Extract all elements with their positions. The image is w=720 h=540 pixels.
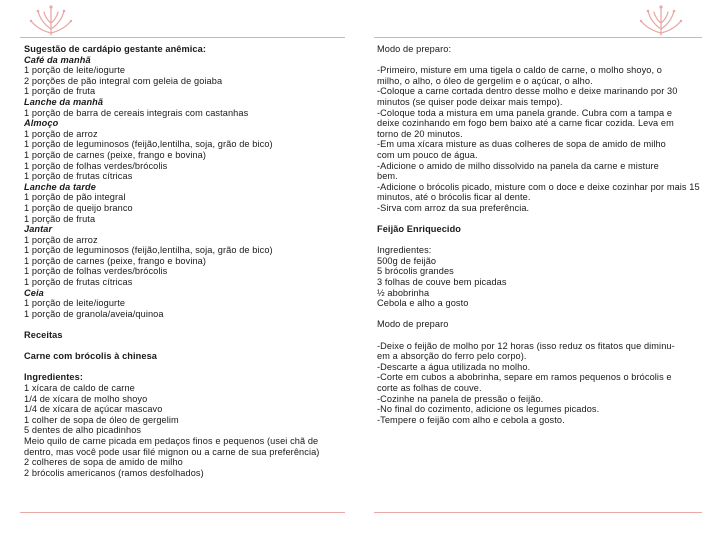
list-item: 1 porção de frutas cítricas (24, 277, 133, 288)
ingredient-item: 1/4 de xícara de açúcar mascavo (24, 404, 163, 415)
ingredient-item: 2 colheres de sopa de amido de milho (24, 457, 183, 468)
prep-step: milho, o alho, o óleo de gergelim e o açúcar, o alho. (377, 75, 593, 86)
prep-step: -Adicione o brócolis picado, misture com o doce e deixe cozinhar por mais 15 (377, 181, 700, 192)
menu-column (24, 44, 354, 478)
prep-step: -Coloque toda a mistura em uma panela grande. Cubra com a tampa e (377, 107, 673, 118)
prep-step: -Primeiro, misture em uma tigela o caldo de carne, o molho shoyo, o (377, 65, 663, 76)
meal-heading: Café da manhã (24, 54, 91, 65)
prep-step: -Coloque a carne cortada dentro desse molho e deixe marinando por 30 (377, 86, 678, 97)
top-divider (374, 37, 702, 38)
list-item: 1 porção de fruta (24, 86, 96, 97)
prep-step: -Descarte a água utilizada no molho. (377, 361, 531, 372)
prep-heading: Modo de preparo: (377, 44, 452, 54)
recipe-title: Feijão Enriquecido (377, 224, 461, 235)
prep-step: corte as folhas de couve. (377, 383, 482, 393)
recipe-title: Carne com brócolis à chinesa (24, 351, 158, 362)
list-item: 1 porção de leite/iogurte (24, 65, 126, 76)
bottom-divider (374, 512, 702, 513)
meal-heading: Almoço (24, 118, 59, 129)
ingredient-item: Meio quilo de carne picada em pedaços finos e pequenos (usei chã de (24, 435, 319, 446)
list-item: 1 porção de arroz (24, 234, 98, 245)
ingredient-item: 1/4 de xícara de molho shoyo (24, 393, 148, 404)
ingredient-item: 2 brócolis americanos (ramos desfolhados) (24, 467, 204, 478)
prep-step: -Adicione o amido de milho dissolvido na panela da carne e misture (377, 160, 659, 171)
prep-step: bem. (377, 171, 398, 182)
ingredient-item: 3 folhas de couve bem picadas (377, 277, 507, 288)
prep-heading: Modo de preparo (377, 319, 449, 330)
list-item: 1 porção de fruta (24, 213, 96, 224)
meal-heading: Ceia (24, 287, 44, 298)
list-item: 1 porção de folhas verdes/brócolis (24, 266, 168, 277)
ingredient-item: ½ abobrinha (377, 287, 430, 298)
list-item: 2 porções de pão integral com geleia de goiaba (24, 75, 223, 86)
prep-step: torno de 20 minutos. (377, 128, 463, 139)
list-item: 1 porção de barra de cereais integrais com castanhas (24, 107, 249, 118)
list-item: 1 porção de arroz (24, 128, 98, 139)
ingredient-item: 5 dentes de alho picadinhos (24, 425, 142, 436)
prep-step: com um pouco de água. (377, 149, 478, 160)
floral-ornament-icon (28, 3, 74, 37)
prep-step: -Cozinhe na panela de pressão o feijão. (377, 393, 544, 404)
list-item: 1 porção de carnes (peixe, frango e bovina) (24, 255, 207, 266)
menu-title: Sugestão de cardápio gestante anêmica: (24, 44, 206, 54)
prep-step: -Em uma xícara misture as duas colheres de sopa de amido de milho (377, 139, 666, 150)
ingredient-item: 5 brócolis grandes (377, 266, 454, 277)
prep-step: minutos (se quiser pode deixar mais tempo). (377, 96, 563, 107)
list-item: 1 porção de leguminosos (feijão,lentilha, soja, grão de bico) (24, 139, 273, 150)
list-item: 1 porção de leguminosos (feijão,lentilha, soja, grão de bico) (24, 245, 273, 256)
prep-step: minutos, até o brócolis ficar al dente. (377, 192, 531, 203)
ingredient-item: 1 colher de sopa de óleo de gergelim (24, 414, 179, 425)
list-item: 1 porção de frutas cítricas (24, 171, 133, 182)
prep-step: deixe cozinhando em fogo bem baixo até a carne ficar cozida. Leva em (377, 118, 674, 129)
ingredients-heading: Ingredientes: (377, 245, 432, 256)
prep-step: -Tempere o feijão com alho e cebola a gosto. (377, 414, 565, 425)
recipes-heading: Receitas (24, 330, 63, 341)
list-item: 1 porção de folhas verdes/brócolis (24, 160, 168, 171)
prep-step: -Deixe o feijão de molho por 12 horas (isso reduz os fitatos que diminu- (377, 340, 675, 351)
recipe-column (377, 44, 703, 425)
ingredients-heading: Ingredientes: (24, 372, 83, 383)
floral-ornament-icon (638, 3, 684, 37)
prep-step: em a absorção do ferro pelo corpo). (377, 351, 527, 362)
ingredient-item: Cebola e alho a gosto (377, 298, 469, 309)
meal-heading: Lanche da manhã (24, 96, 104, 107)
ingredient-item: dentro, mas você pode usar filé mignon ou a carne de sua preferência) (24, 446, 320, 457)
top-divider (20, 37, 345, 38)
meal-heading: Jantar (24, 224, 53, 235)
list-item: 1 porção de queijo branco (24, 202, 133, 213)
meal-heading: Lanche da tarde (24, 181, 96, 192)
prep-step: -No final do cozimento, adicione os legumes picados. (377, 404, 600, 415)
list-item: 1 porção de pão integral (24, 192, 126, 203)
prep-step: -Corte em cubos a abobrinha, separe em ramos pequenos o brócolis e (377, 372, 672, 383)
bottom-divider (20, 512, 345, 513)
list-item: 1 porção de carnes (peixe, frango e bovina) (24, 149, 207, 160)
ingredient-item: 1 xícara de caldo de carne (24, 383, 135, 393)
list-item: 1 porção de granola/aveia/quinoa (24, 308, 164, 319)
prep-step: -Sirva com arroz da sua preferência. (377, 202, 530, 213)
list-item: 1 porção de leite/iogurte (24, 298, 126, 309)
ingredient-item: 500g de feijão (377, 255, 437, 266)
